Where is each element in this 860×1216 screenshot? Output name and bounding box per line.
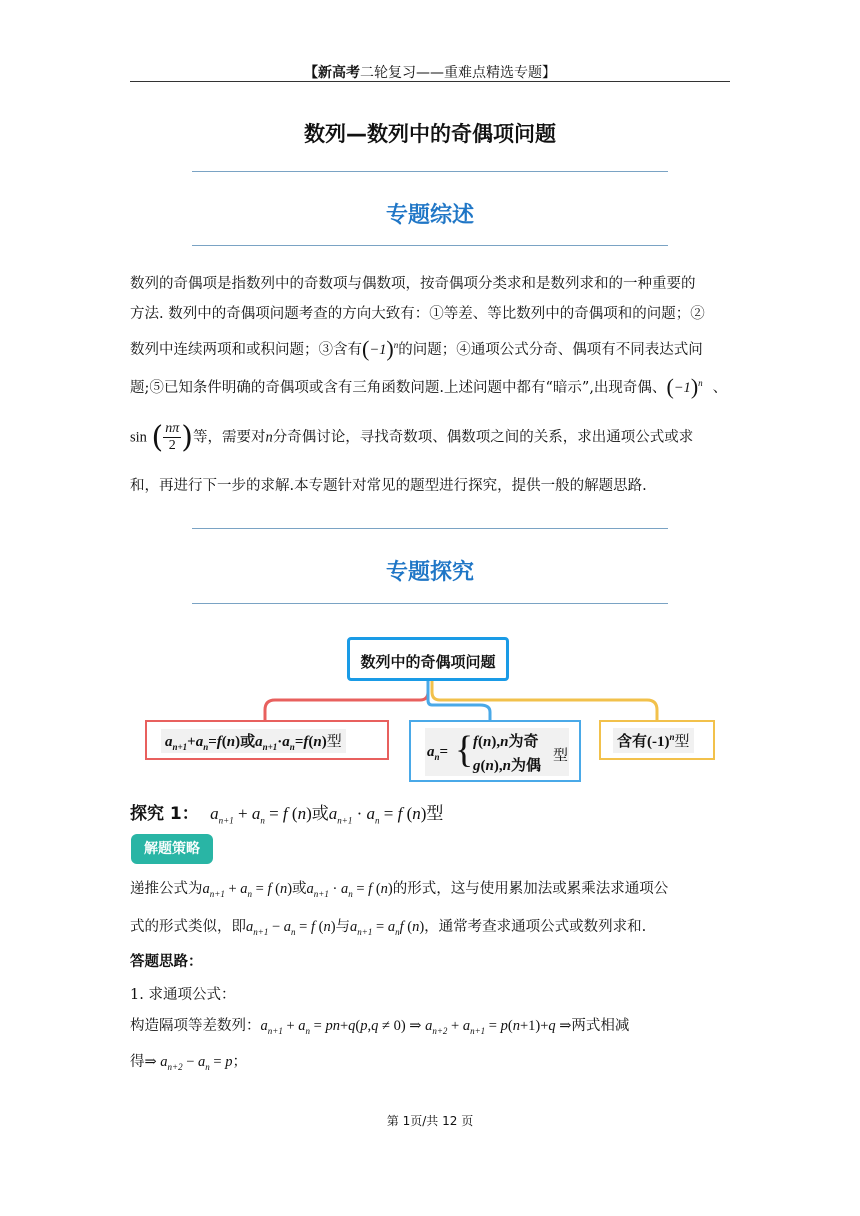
strategy-badge: 解题策略 (131, 834, 213, 864)
header-bold: 【新高考 (304, 65, 360, 81)
step1-label: 1. 求通项公式： (130, 987, 236, 1003)
intro-line-6: 和，再进行下一步的求解.本专题针对常见的题型进行探究，提供一般的解题思路. (130, 478, 647, 494)
intro-line-3: 数列中连续两项和或积问题；③含有$(-1)^n$的问题；④通项公式分奇、偶项有不同表达式问 (130, 336, 703, 361)
mindmap-root: 数列中的奇偶项问题 (347, 637, 509, 681)
mindmap-branch-sum-product: $a_{n+1}+a_n=f(n)$或$a_{n+1}\cdot a_n=f(n)$型 (145, 720, 389, 760)
mindmap-branch-power: 含有$(-1)^n$型 (599, 720, 715, 760)
strategy-line-1: 递推公式为$a_{n+1} + a_n = f$ (n)或$a_{n+1} \cdot a_n = f$ (n)的形式，这与使用累加法或累乘法求通项公 (130, 881, 669, 899)
header-rest: 二轮复习——重难点精选专题】 (360, 65, 556, 81)
page-footer: 第 1页/共 12 页 (386, 1114, 474, 1128)
intro-line-1: 数列的奇偶项是指数列中的奇数项与偶数项，按奇偶项分类求和是数列求和的一种重要的 (130, 276, 696, 292)
construct-line-2: 得⇒ $a_{n+2} - a_n = p$； (130, 1054, 247, 1072)
section2-heading: 专题探究 (385, 560, 474, 585)
answer-heading: 答题思路： (130, 954, 203, 970)
construct-line-1: 构造隔项等差数列：$a_{n+1} + a_n = pn+q(p,q \ne 0)$ ⇒ $a_{n+2} + a_{n+1} = p(n+1)+q$ ⇒两式相减 (130, 1018, 630, 1036)
page-title: 数列—数列中的奇偶项问题 (304, 122, 556, 146)
intro-line-5: sin ( $\frac{n\pi}{2}$ )等，需要对n分奇偶讨论，寻找奇数项、偶数项之间的关系，求出通项公式或求 (130, 420, 694, 455)
mindmap-branch-piecewise: $a_n=$ { f(n),n为奇 g(n),n为偶 型 (409, 720, 581, 782)
section1-heading: 专题综述 (385, 203, 474, 228)
strategy-line-2: 式的形式类似，即$a_{n+1} - a_n = f$ (n)与$a_{n+1} = a_nf$ (n)，通常考查求通项公式或数列求和. (130, 919, 647, 937)
intro-line-2: 方法. 数列中的奇偶项问题考查的方向大致有：①等差、等比数列中的奇偶项和的问题；② (130, 306, 705, 322)
intro-line-4: 题;⑤已知条件明确的奇偶项或含有三角函数问题.上述问题中都有“暗示”,出现奇偶、$(-1)^n$ 、 (130, 374, 728, 399)
explore1-heading: 探究 1： $a_{n+1} + a_n = f$ (n)或$a_{n+1} \cdot a_n = f$ (n)型 (130, 804, 444, 826)
